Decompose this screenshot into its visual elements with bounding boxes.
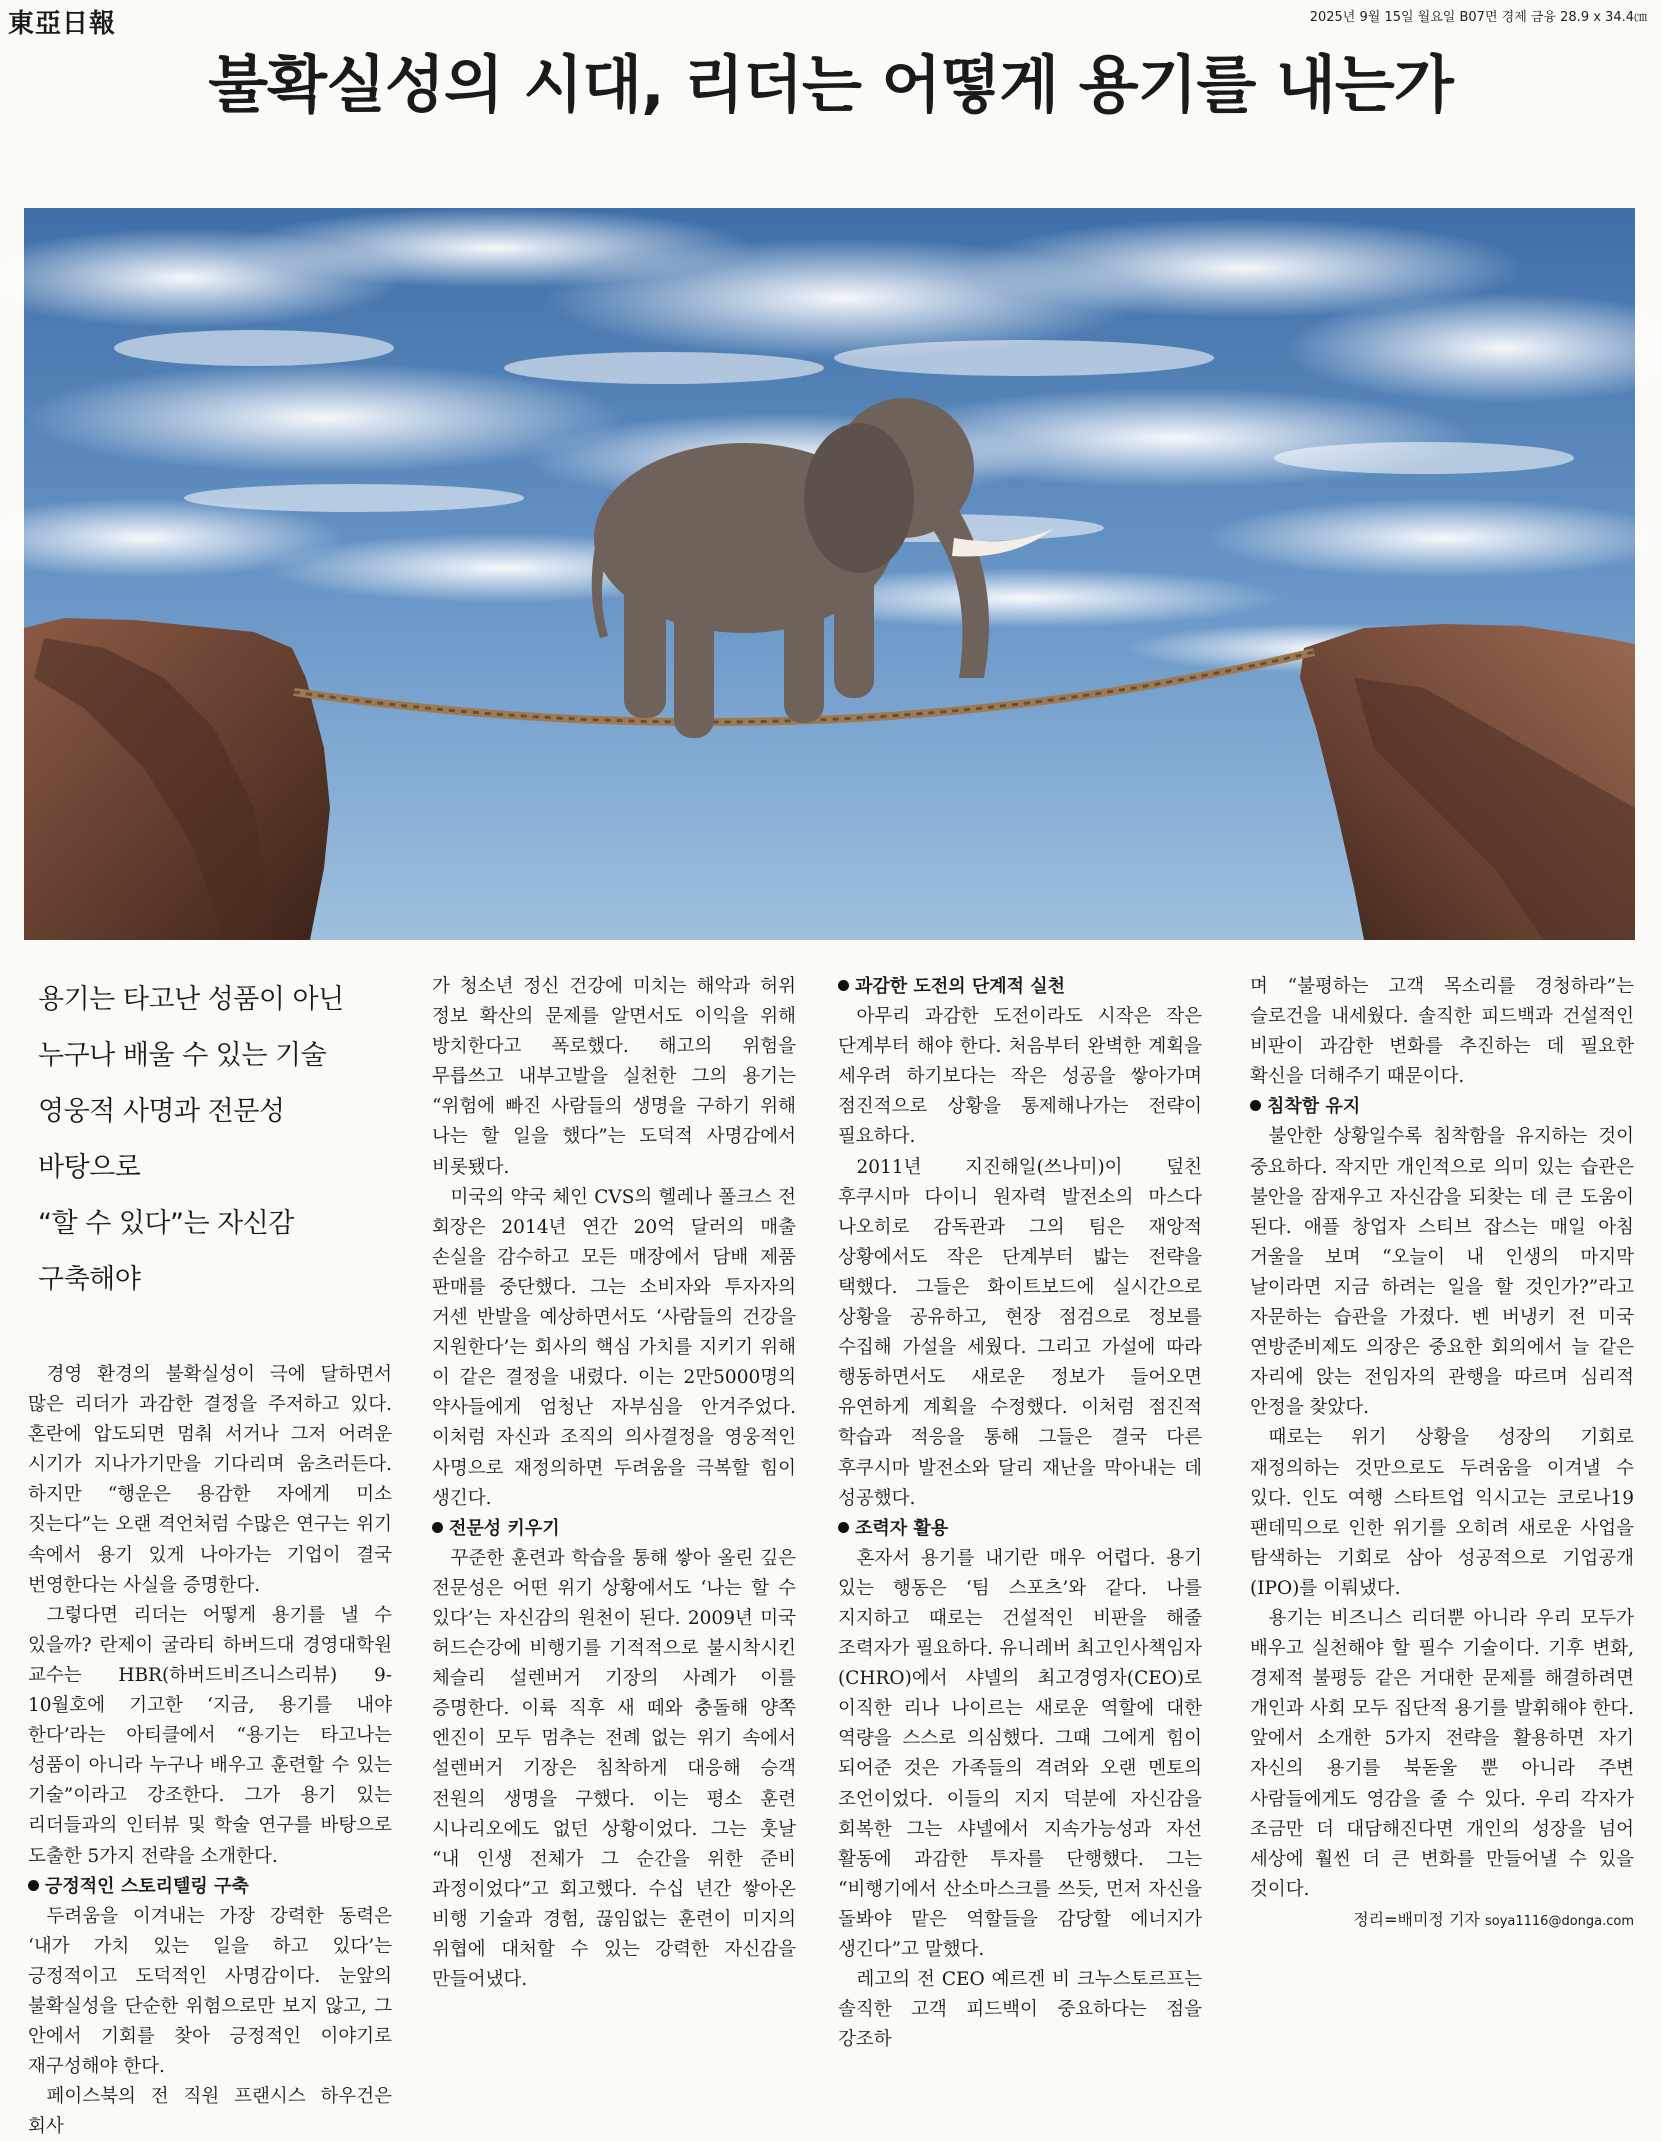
- paragraph: 혼자서 용기를 내기란 매우 어렵다. 용기 있는 행동은 ‘팀 스포츠’와 같다. 나를 지지하고 때로는 건설적인 비판을 해줄 조력자가 필요하다. 유니레버 최고인사책임자(CHRO)에서 샤넬의 최고경영자(CEO)로 이직한 리나 나이르는 새로운 역할에 대한 역량을 스스로 의심했다. 그때 그에게 힘이 되어준 것은 가족들의 격려와 오랜 멘토의 조언이었다. 이들의 지지 덕분에 자신감을 회복한 그는 샤넬에서 지속가능성과 자선 활동에 과감한 투자를 단행했다. 그는 “비행기에서 산소마스크를 쓰듯, 먼저 자신을 돌봐야 맡은 역할들을 감당할 에너지가 생긴다”고 말했다.: [838, 1547, 1202, 1960]
- section-heading-label: 전문성 키우기: [449, 1517, 560, 1539]
- section-heading: [838, 972, 1202, 1002]
- paragraph: 레고의 전 CEO 예르겐 비 크누스토르프는 솔직한 고객 피드백이 중요하다는 점을 강조하: [838, 1969, 1202, 2051]
- section-heading-label: 조력자 활용: [855, 1517, 949, 1539]
- bullet-icon: [432, 1522, 443, 1533]
- bullet-icon: [1250, 1100, 1261, 1111]
- paragraph: 두려움을 이겨내는 가장 강력한 동력은 ‘내가 가치 있는 일을 하고 있다’는 긍정적이고 도덕적인 사명감이다. 눈앞의 불확실성을 단순한 위험으로만 보지 않고, 그 안에서 기회를 찾아 긍정적인 이야기로 재구성해야 한다.: [28, 1905, 392, 2078]
- paragraph: 용기는 비즈니스 리더뿐 아니라 우리 모두가 배우고 실천해야 할 필수 기술이다. 기후 변화, 경제적 불평등 같은 거대한 문제를 해결하려면 개인과 사회 모두 집단적 용기를 발휘해야 한다. 앞에서 소개한 5가지 전략을 활용하면 자기 자신의 용기를 북돋울 뿐 아니라 주변 사람들에게도 영감을 줄 수 있다. 우리 각자가 조금만 더 대담해진다면 개인의 성장을 넘어 세상에 훨씬 더 큰 변화를 만들어낼 수 있을 것이다.: [1250, 1607, 1634, 1900]
- deck-line: 영웅적 사명과 전문성 바탕으로: [38, 1096, 285, 1183]
- paragraph: 가 청소년 정신 건강에 미치는 해악과 허위 정보 확산의 문제를 알면서도 이익을 위해 방치한다고 폭로했다. 해고의 위험을 무릅쓰고 내부고발을 실천한 그의 용기는 “위험에 빠진 사람들의 생명을 구하기 위해 나는 할 일을 했다”는 도덕적 사명감에서 비롯됐다.: [432, 976, 796, 1178]
- deck-line: 누구나 배울 수 있는 기술: [38, 1040, 327, 1071]
- article-column-3: [838, 972, 1202, 2051]
- section-heading-label: 침착함 유지: [1267, 1096, 1361, 1118]
- section-heading: [432, 1514, 796, 1544]
- bullet-icon: [28, 1880, 39, 1891]
- article-column-2: [432, 972, 796, 2002]
- paragraph: 때로는 위기 상황을 성장의 기회로 재정의하는 것만으로도 두려움을 이겨낼 수 있다. 인도 여행 스타트업 익시고는 코로나19 팬데믹으로 인한 위기를 오히려 새로운 사업을 탐색하는 기회로 삼아 성공적으로 기업공개(IPO)를 이뤄냈다.: [1250, 1427, 1634, 1599]
- section-heading: [28, 1872, 392, 1902]
- paragraph: 꾸준한 훈련과 학습을 통해 쌓아 올린 깊은 전문성은 어떤 위기 상황에서도 ‘나는 할 수 있다’는 자신감의 원천이 된다. 2009년 미국 허드슨강에 비행기를 기적적으로 불시착시킨 체슬리 설렌버거 기장의 사례가 이를 증명한다. 이륙 직후 새 떼와 충돌해 양쪽 엔진이 모두 멈추는 전례 없는 위기 속에서 설렌버거 기장은 침착하게 대응해 승객 전원의 생명을 구했다. 이는 평소 훈련 시나리오에도 없던 상황이었다. 그는 훗날 “내 인생 전체가 그 순간을 위한 준비 과정이었다”고 회고했다. 수십 년간 쌓아온 비행 기술과 경험, 끊임없는 훈련이 미지의 위협에 대처할 수 있는 강력한 자신감을 만들어냈다.: [432, 1547, 796, 1991]
- paragraph: 미국의 약국 체인 CVS의 헬레나 폴크스 전 회장은 2014년 연간 20억 달러의 매출 손실을 감수하고 모든 매장에서 담배 제품 판매를 중단했다. 그는 소비자와 투자자의 거센 반발을 예상하면서도 ‘사람들의 건강을 지원한다’는 회사의 핵심 가치를 지키기 위해 이 같은 결정을 내렸다. 이는 2만5000명의 약사들에게 엄청난 자부심을 안겨주었다. 이처럼 자신과 조직의 의사결정을 영웅적인 사명으로 재정의하면 두려움을 극복할 힘이 생긴다.: [432, 1186, 796, 1509]
- article-headline: 불확실성의 시대, 리더는 어떻게 용기를 내는가: [208, 48, 1453, 121]
- paragraph: 아무리 과감한 도전이라도 시작은 작은 단계부터 해야 한다. 처음부터 완벽한 계획을 세우려 하기보다는 작은 성공을 쌓아가며 점진적으로 상황을 통제해나가는 전략이 필요하다.: [838, 1006, 1202, 1148]
- article-column-1: [28, 972, 392, 2138]
- byline: [1250, 1905, 1634, 1937]
- deck-line: 용기는 타고난 성품이 아닌: [38, 984, 344, 1015]
- paragraph: 경영 환경의 불확실성이 극에 달하면서 많은 리더가 과감한 결정을 주저하고 있다. 혼란에 압도되면 멈춰 서거나 그저 어려운 시기가 지나가기만을 기다리며 움츠러든다. 하지만 “행운은 용감한 자에게 미소 짓는다”는 오랜 격언처럼 수많은 연구는 위기 속에서 용기 있게 나아가는 기업이 결국 번영한다는 사실을 증명한다.: [28, 1364, 392, 1596]
- byline-author: 정리=배미정 기자: [1353, 1909, 1480, 1929]
- elephant-tightrope-illustration: [24, 208, 1635, 940]
- article-photo: [24, 208, 1635, 940]
- section-heading-label: 긍정적인 스토리텔링 구축: [45, 1875, 249, 1897]
- article-column-4: [1250, 972, 1634, 2002]
- bullet-icon: [838, 1522, 849, 1533]
- bullet-icon: [838, 980, 849, 991]
- paragraph: 불안한 상황일수록 침착함을 유지하는 것이 중요하다. 작지만 개인적으로 의미 있는 습관은 불안을 잠재우고 자신감을 되찾는 데 큰 도움이 된다. 애플 창업자 스티브 잡스는 매일 아침 거울을 보며 “오늘이 내 인생의 마지막 날이라면 지금 하려는 일을 할 것인가?”라고 자문하는 습관을 가졌다. 벤 버냉키 전 미국 연방준비제도 의장은 중요한 회의에서 늘 같은 자리에 앉는 전임자의 관행을 따르며 심리적 안정을 찾았다.: [1250, 1126, 1634, 1419]
- paragraph: 페이스북의 전 직원 프랜시스 하우건은 회사: [28, 2086, 392, 2138]
- section-heading: [1250, 1092, 1634, 1122]
- issue-info: 2025년 9월 15일 월요일 B07면 경제 금융 28.9 x 34.4㎝: [1309, 10, 1647, 25]
- section-heading: [838, 1514, 1202, 1544]
- newspaper-masthead: 東亞日報: [8, 9, 117, 39]
- section-heading-label: 과감한 도전의 단계적 실천: [855, 976, 1066, 997]
- article-deck: [28, 972, 392, 1308]
- paragraph: 며 “불평하는 고객 목소리를 경청하라”는 슬로건을 내세웠다. 솔직한 피드백과 건설적인 비판이 과감한 변화를 추진하는 데 필요한 확신을 더해주기 때문이다.: [1250, 976, 1634, 1088]
- paragraph: 그렇다면 리더는 어떻게 용기를 낼 수 있을까? 란제이 굴라티 하버드대 경영대학원 교수는 HBR(하버드비즈니스리뷰) 9-10월호에 기고한 ‘지금, 용기를 내야 한다’라는 아티클에서 “용기는 타고나는 성품이 아니라 누구나 배우고 훈련할 수 있는 기술”이라고 강조한다. 그가 용기 있는 리더들과의 인터뷰 및 학술 연구를 바탕으로 도출한 5가지 전략을 소개한다.: [28, 1604, 392, 1867]
- deck-line: “할 수 있다”는 자신감 구축해야: [38, 1208, 294, 1295]
- byline-email[interactable]: soya1116@donga.com: [1484, 1913, 1634, 1929]
- paragraph: 2011년 지진해일(쓰나미)이 덮친 후쿠시마 다이니 원자력 발전소의 마스다 나오히로 감독관과 그의 팀은 재앙적 상황에서도 작은 단계부터 밟는 전략을 택했다. 그들은 화이트보드에 실시간으로 상황을 공유하고, 현장 점검으로 정보를 수집해 가설을 세웠다. 그리고 가설에 따라 행동하면서도 새로운 정보가 들어오면 유연하게 계획을 수정했다. 이처럼 점진적 학습과 적응을 통해 그들은 결국 다른 후쿠시마 발전소와 달리 재난을 막아내는 데 성공했다.: [838, 1156, 1202, 1509]
